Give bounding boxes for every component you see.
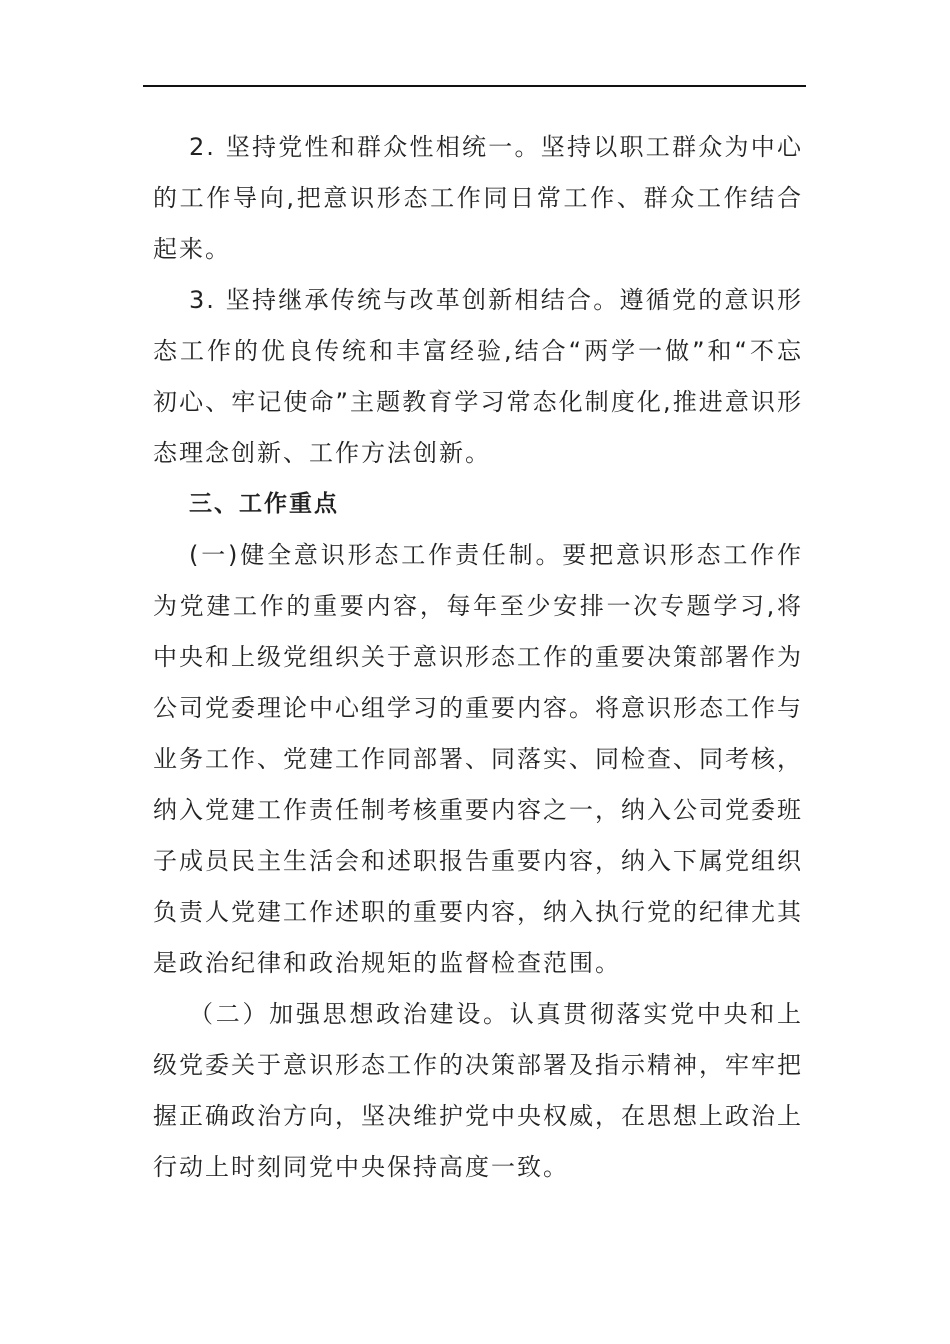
document-body xyxy=(153,122,803,1193)
paragraph-principle-3: 3. 坚持继承传统与改革创新相结合。遵循党的意识形态工作的优良传统和丰富经验,结合“两学一做”和“不忘初心、牢记使命”主题教育学习常态化制度化,推进意识形态理念创新、工作方法创新。 xyxy=(153,286,803,467)
paragraph-focus-2: （二）加强思想政治建设。认真贯彻落实党中央和上级党委关于意识形态工作的决策部署及指示精神，牢牢把握正确政治方向，坚决维护党中央权威，在思想上政治上行动上时刻同党中央保持高度一致。 xyxy=(153,1000,803,1181)
paragraph-principle-2: 2. 坚持党性和群众性相统一。坚持以职工群众为中心的工作导向,把意识形态工作同日常工作、群众工作结合起来。 xyxy=(153,133,803,263)
section-heading-work-focus: 三、工作重点 xyxy=(189,491,339,517)
paragraph-focus-1: (一)健全意识形态工作责任制。要把意识形态工作作为党建工作的重要内容，每年至少安排一次专题学习,将中央和上级党组织关于意识形态工作的重要决策部署作为公司党委理论中心组学习的重要内容。将意识形态工作与业务工作、党建工作同部署、同落实、同检查、同考核，纳入党建工作责任制考核重要内容之一，纳入公司党委班子成员民主生活会和述职报告重要内容，纳入下属党组织负责人党建工作述职的重要内容，纳入执行党的纪律尤其是政治纪律和政治规矩的监督检查范围。 xyxy=(153,541,803,977)
header-rule xyxy=(143,85,806,87)
